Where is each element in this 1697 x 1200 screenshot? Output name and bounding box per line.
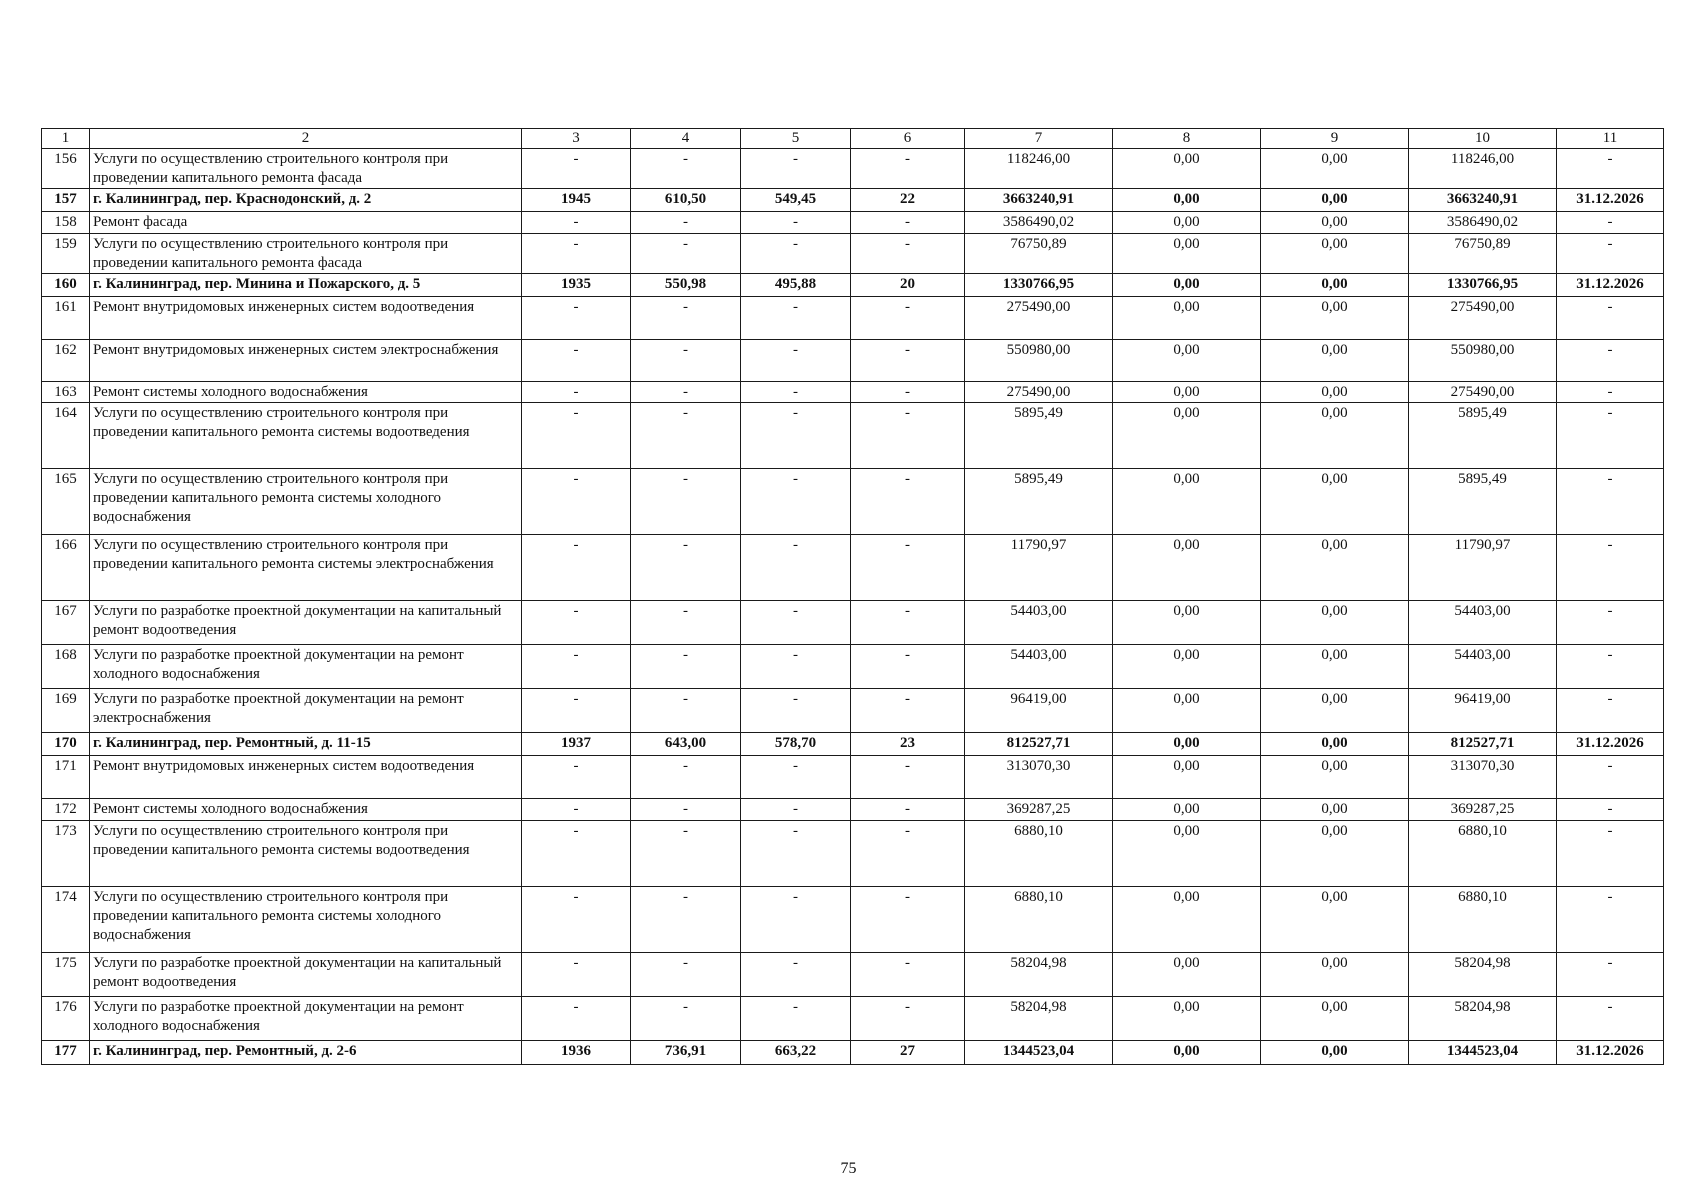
- table-row: [42, 601, 1664, 645]
- col6-cell: 23: [851, 733, 965, 756]
- col6-cell: -: [851, 799, 965, 821]
- col-header-6: 6: [851, 129, 965, 149]
- col11-cell: -: [1557, 212, 1664, 234]
- col8-cell: 0,00: [1113, 756, 1261, 799]
- col10-cell: 5895,49: [1409, 469, 1557, 535]
- table-row: [42, 234, 1664, 274]
- row-number: 175: [42, 953, 90, 997]
- table-row: [42, 887, 1664, 953]
- row-description: Услуги по разработке проектной документации на капитальный ремонт водоотведения: [90, 953, 522, 997]
- col5-cell: -: [741, 403, 851, 469]
- col7-cell: 54403,00: [965, 645, 1113, 689]
- col4-cell: 550,98: [631, 274, 741, 297]
- col5-cell: 549,45: [741, 189, 851, 212]
- col-header-7: 7: [965, 129, 1113, 149]
- col4-cell: -: [631, 212, 741, 234]
- row-description: г. Калининград, пер. Минина и Пожарского, д. 5: [90, 274, 522, 297]
- header-row: [42, 129, 1664, 149]
- works-table: [41, 128, 1664, 1065]
- row-description: Ремонт внутридомовых инженерных систем водоотведения: [90, 756, 522, 799]
- row-number: 164: [42, 403, 90, 469]
- col11-cell: 31.12.2026: [1557, 733, 1664, 756]
- col8-cell: 0,00: [1113, 189, 1261, 212]
- col7-cell: 550980,00: [965, 340, 1113, 382]
- col11-cell: -: [1557, 149, 1664, 189]
- col11-cell: -: [1557, 601, 1664, 645]
- row-description: Услуги по разработке проектной документации на капитальный ремонт водоотведения: [90, 601, 522, 645]
- col8-cell: 0,00: [1113, 821, 1261, 887]
- row-description: г. Калининград, пер. Краснодонский, д. 2: [90, 189, 522, 212]
- col6-cell: 27: [851, 1041, 965, 1065]
- col4-cell: -: [631, 403, 741, 469]
- row-number: 157: [42, 189, 90, 212]
- col10-cell: 58204,98: [1409, 953, 1557, 997]
- col3-cell: -: [522, 756, 631, 799]
- address-row: [42, 733, 1664, 756]
- col5-cell: -: [741, 756, 851, 799]
- col-header-11: 11: [1557, 129, 1664, 149]
- col10-cell: 275490,00: [1409, 297, 1557, 340]
- col3-cell: -: [522, 469, 631, 535]
- col9-cell: 0,00: [1261, 799, 1409, 821]
- col5-cell: 663,22: [741, 1041, 851, 1065]
- col10-cell: 54403,00: [1409, 645, 1557, 689]
- row-description: Ремонт внутридомовых инженерных систем водоотведения: [90, 297, 522, 340]
- col3-cell: -: [522, 212, 631, 234]
- col5-cell: -: [741, 799, 851, 821]
- table-body: [42, 149, 1664, 1065]
- col5-cell: 578,70: [741, 733, 851, 756]
- col10-cell: 54403,00: [1409, 601, 1557, 645]
- col10-cell: 58204,98: [1409, 997, 1557, 1041]
- col-header-3: 3: [522, 129, 631, 149]
- table-row: [42, 469, 1664, 535]
- col10-cell: 3663240,91: [1409, 189, 1557, 212]
- col9-cell: 0,00: [1261, 645, 1409, 689]
- col4-cell: -: [631, 382, 741, 403]
- col8-cell: 0,00: [1113, 274, 1261, 297]
- col8-cell: 0,00: [1113, 297, 1261, 340]
- col11-cell: -: [1557, 403, 1664, 469]
- col11-cell: -: [1557, 469, 1664, 535]
- col10-cell: 6880,10: [1409, 821, 1557, 887]
- table-row: [42, 403, 1664, 469]
- col4-cell: -: [631, 821, 741, 887]
- col9-cell: 0,00: [1261, 953, 1409, 997]
- col4-cell: 643,00: [631, 733, 741, 756]
- col9-cell: 0,00: [1261, 887, 1409, 953]
- col5-cell: -: [741, 645, 851, 689]
- row-number: 165: [42, 469, 90, 535]
- col5-cell: -: [741, 382, 851, 403]
- row-description: Услуги по осуществлению строительного контроля при проведении капитального ремонта системы холодного водоснабжения: [90, 469, 522, 535]
- col8-cell: 0,00: [1113, 149, 1261, 189]
- col5-cell: -: [741, 212, 851, 234]
- col-header-9: 9: [1261, 129, 1409, 149]
- col7-cell: 58204,98: [965, 953, 1113, 997]
- col3-cell: -: [522, 149, 631, 189]
- col9-cell: 0,00: [1261, 821, 1409, 887]
- col10-cell: 275490,00: [1409, 382, 1557, 403]
- row-description: Услуги по осуществлению строительного контроля при проведении капитального ремонта системы электроснабжения: [90, 535, 522, 601]
- col3-cell: 1935: [522, 274, 631, 297]
- col10-cell: 1344523,04: [1409, 1041, 1557, 1065]
- row-number: 162: [42, 340, 90, 382]
- col11-cell: -: [1557, 887, 1664, 953]
- table-row: [42, 821, 1664, 887]
- col8-cell: 0,00: [1113, 953, 1261, 997]
- col11-cell: -: [1557, 689, 1664, 733]
- col7-cell: 369287,25: [965, 799, 1113, 821]
- row-description: Ремонт внутридомовых инженерных систем электроснабжения: [90, 340, 522, 382]
- col6-cell: -: [851, 887, 965, 953]
- address-row: [42, 1041, 1664, 1065]
- col7-cell: 118246,00: [965, 149, 1113, 189]
- col6-cell: -: [851, 645, 965, 689]
- col10-cell: 96419,00: [1409, 689, 1557, 733]
- col-header-2: 2: [90, 129, 522, 149]
- row-description: Услуги по осуществлению строительного контроля при проведении капитального ремонта системы водоотведения: [90, 403, 522, 469]
- row-description: Услуги по разработке проектной документации на ремонт холодного водоснабжения: [90, 645, 522, 689]
- table-row: [42, 756, 1664, 799]
- col8-cell: 0,00: [1113, 234, 1261, 274]
- col9-cell: 0,00: [1261, 1041, 1409, 1065]
- col-header-10: 10: [1409, 129, 1557, 149]
- col10-cell: 550980,00: [1409, 340, 1557, 382]
- col7-cell: 76750,89: [965, 234, 1113, 274]
- col3-cell: 1945: [522, 189, 631, 212]
- col4-cell: -: [631, 601, 741, 645]
- col8-cell: 0,00: [1113, 997, 1261, 1041]
- col4-cell: -: [631, 645, 741, 689]
- page-number: 75: [840, 1160, 857, 1177]
- col5-cell: -: [741, 469, 851, 535]
- col7-cell: 5895,49: [965, 403, 1113, 469]
- col11-cell: -: [1557, 821, 1664, 887]
- row-description: Услуги по осуществлению строительного контроля при проведении капитального ремонта фасада: [90, 149, 522, 189]
- col6-cell: -: [851, 821, 965, 887]
- col11-cell: -: [1557, 382, 1664, 403]
- col9-cell: 0,00: [1261, 189, 1409, 212]
- col6-cell: -: [851, 340, 965, 382]
- col8-cell: 0,00: [1113, 887, 1261, 953]
- row-description: Услуги по разработке проектной документации на ремонт холодного водоснабжения: [90, 997, 522, 1041]
- col10-cell: 5895,49: [1409, 403, 1557, 469]
- col6-cell: -: [851, 756, 965, 799]
- col3-cell: -: [522, 601, 631, 645]
- col9-cell: 0,00: [1261, 340, 1409, 382]
- col8-cell: 0,00: [1113, 535, 1261, 601]
- col10-cell: 3586490,02: [1409, 212, 1557, 234]
- row-number: 174: [42, 887, 90, 953]
- col3-cell: -: [522, 689, 631, 733]
- col6-cell: 20: [851, 274, 965, 297]
- col8-cell: 0,00: [1113, 689, 1261, 733]
- col3-cell: -: [522, 799, 631, 821]
- row-number: 167: [42, 601, 90, 645]
- col7-cell: 11790,97: [965, 535, 1113, 601]
- col4-cell: -: [631, 997, 741, 1041]
- col4-cell: -: [631, 535, 741, 601]
- col7-cell: 812527,71: [965, 733, 1113, 756]
- col9-cell: 0,00: [1261, 212, 1409, 234]
- row-description: г. Калининград, пер. Ремонтный, д. 2-6: [90, 1041, 522, 1065]
- col7-cell: 6880,10: [965, 821, 1113, 887]
- row-number: 172: [42, 799, 90, 821]
- table-row: [42, 149, 1664, 189]
- col9-cell: 0,00: [1261, 469, 1409, 535]
- row-description: Услуги по осуществлению строительного контроля при проведении капитального ремонта фасада: [90, 234, 522, 274]
- col3-cell: -: [522, 382, 631, 403]
- col9-cell: 0,00: [1261, 535, 1409, 601]
- col10-cell: 812527,71: [1409, 733, 1557, 756]
- col4-cell: -: [631, 953, 741, 997]
- col5-cell: -: [741, 689, 851, 733]
- col7-cell: 275490,00: [965, 382, 1113, 403]
- col8-cell: 0,00: [1113, 403, 1261, 469]
- col8-cell: 0,00: [1113, 1041, 1261, 1065]
- row-number: 161: [42, 297, 90, 340]
- col10-cell: 1330766,95: [1409, 274, 1557, 297]
- col-header-5: 5: [741, 129, 851, 149]
- col8-cell: 0,00: [1113, 469, 1261, 535]
- col5-cell: -: [741, 997, 851, 1041]
- col9-cell: 0,00: [1261, 149, 1409, 189]
- row-description: г. Калининград, пер. Ремонтный, д. 11-15: [90, 733, 522, 756]
- col3-cell: -: [522, 340, 631, 382]
- col5-cell: -: [741, 953, 851, 997]
- col7-cell: 96419,00: [965, 689, 1113, 733]
- table-row: [42, 997, 1664, 1041]
- col11-cell: -: [1557, 997, 1664, 1041]
- col9-cell: 0,00: [1261, 733, 1409, 756]
- col10-cell: 11790,97: [1409, 535, 1557, 601]
- col11-cell: 31.12.2026: [1557, 274, 1664, 297]
- col8-cell: 0,00: [1113, 645, 1261, 689]
- table-row: [42, 340, 1664, 382]
- col4-cell: -: [631, 799, 741, 821]
- col4-cell: -: [631, 234, 741, 274]
- col6-cell: -: [851, 997, 965, 1041]
- col6-cell: 22: [851, 189, 965, 212]
- row-number: 169: [42, 689, 90, 733]
- col3-cell: -: [522, 887, 631, 953]
- table-row: [42, 953, 1664, 997]
- col6-cell: -: [851, 297, 965, 340]
- col11-cell: -: [1557, 645, 1664, 689]
- col9-cell: 0,00: [1261, 997, 1409, 1041]
- col11-cell: -: [1557, 756, 1664, 799]
- col5-cell: -: [741, 234, 851, 274]
- col-header-4: 4: [631, 129, 741, 149]
- col8-cell: 0,00: [1113, 733, 1261, 756]
- col6-cell: -: [851, 953, 965, 997]
- col11-cell: -: [1557, 234, 1664, 274]
- col3-cell: 1936: [522, 1041, 631, 1065]
- col-header-1: 1: [42, 129, 90, 149]
- col11-cell: 31.12.2026: [1557, 1041, 1664, 1065]
- col4-cell: -: [631, 297, 741, 340]
- address-row: [42, 274, 1664, 297]
- col8-cell: 0,00: [1113, 212, 1261, 234]
- col10-cell: 369287,25: [1409, 799, 1557, 821]
- col11-cell: -: [1557, 297, 1664, 340]
- row-number: 158: [42, 212, 90, 234]
- col8-cell: 0,00: [1113, 799, 1261, 821]
- col5-cell: -: [741, 535, 851, 601]
- col10-cell: 6880,10: [1409, 887, 1557, 953]
- col5-cell: -: [741, 149, 851, 189]
- col7-cell: 1344523,04: [965, 1041, 1113, 1065]
- col11-cell: -: [1557, 953, 1664, 997]
- col5-cell: -: [741, 887, 851, 953]
- table-header: [42, 129, 1664, 149]
- col7-cell: 275490,00: [965, 297, 1113, 340]
- table-row: [42, 382, 1664, 403]
- col3-cell: -: [522, 953, 631, 997]
- col5-cell: -: [741, 340, 851, 382]
- table-row: [42, 297, 1664, 340]
- row-number: 168: [42, 645, 90, 689]
- col7-cell: 5895,49: [965, 469, 1113, 535]
- col9-cell: 0,00: [1261, 234, 1409, 274]
- col4-cell: 736,91: [631, 1041, 741, 1065]
- col6-cell: -: [851, 535, 965, 601]
- col7-cell: 58204,98: [965, 997, 1113, 1041]
- row-number: 159: [42, 234, 90, 274]
- col4-cell: -: [631, 469, 741, 535]
- row-description: Ремонт системы холодного водоснабжения: [90, 382, 522, 403]
- col4-cell: -: [631, 887, 741, 953]
- col7-cell: 3586490,02: [965, 212, 1113, 234]
- col3-cell: 1937: [522, 733, 631, 756]
- col7-cell: 1330766,95: [965, 274, 1113, 297]
- row-description: Услуги по осуществлению строительного контроля при проведении капитального ремонта системы холодного водоснабжения: [90, 887, 522, 953]
- col4-cell: 610,50: [631, 189, 741, 212]
- col3-cell: -: [522, 403, 631, 469]
- table-row: [42, 645, 1664, 689]
- col6-cell: -: [851, 403, 965, 469]
- col11-cell: -: [1557, 535, 1664, 601]
- col6-cell: -: [851, 149, 965, 189]
- row-description: Услуги по осуществлению строительного контроля при проведении капитального ремонта системы водоотведения: [90, 821, 522, 887]
- row-number: 171: [42, 756, 90, 799]
- table-row: [42, 689, 1664, 733]
- col5-cell: -: [741, 821, 851, 887]
- row-number: 176: [42, 997, 90, 1041]
- col3-cell: -: [522, 297, 631, 340]
- col9-cell: 0,00: [1261, 274, 1409, 297]
- col7-cell: 54403,00: [965, 601, 1113, 645]
- row-description: Ремонт системы холодного водоснабжения: [90, 799, 522, 821]
- col9-cell: 0,00: [1261, 689, 1409, 733]
- col3-cell: -: [522, 535, 631, 601]
- col4-cell: -: [631, 756, 741, 799]
- col8-cell: 0,00: [1113, 340, 1261, 382]
- col11-cell: -: [1557, 799, 1664, 821]
- row-number: 160: [42, 274, 90, 297]
- col6-cell: -: [851, 689, 965, 733]
- col8-cell: 0,00: [1113, 382, 1261, 403]
- col9-cell: 0,00: [1261, 403, 1409, 469]
- col9-cell: 0,00: [1261, 297, 1409, 340]
- col3-cell: -: [522, 821, 631, 887]
- col5-cell: 495,88: [741, 274, 851, 297]
- table-row: [42, 212, 1664, 234]
- col6-cell: -: [851, 234, 965, 274]
- col10-cell: 313070,30: [1409, 756, 1557, 799]
- col11-cell: -: [1557, 340, 1664, 382]
- col7-cell: 6880,10: [965, 887, 1113, 953]
- col4-cell: -: [631, 149, 741, 189]
- col6-cell: -: [851, 212, 965, 234]
- row-number: 156: [42, 149, 90, 189]
- col9-cell: 0,00: [1261, 382, 1409, 403]
- col6-cell: -: [851, 601, 965, 645]
- col6-cell: -: [851, 382, 965, 403]
- col9-cell: 0,00: [1261, 601, 1409, 645]
- col7-cell: 3663240,91: [965, 189, 1113, 212]
- col-header-8: 8: [1113, 129, 1261, 149]
- row-number: 173: [42, 821, 90, 887]
- row-description: Ремонт фасада: [90, 212, 522, 234]
- table-row: [42, 799, 1664, 821]
- row-description: Услуги по разработке проектной документации на ремонт электроснабжения: [90, 689, 522, 733]
- table-row: [42, 535, 1664, 601]
- col5-cell: -: [741, 297, 851, 340]
- row-number: 177: [42, 1041, 90, 1065]
- col3-cell: -: [522, 234, 631, 274]
- col11-cell: 31.12.2026: [1557, 189, 1664, 212]
- col10-cell: 118246,00: [1409, 149, 1557, 189]
- col8-cell: 0,00: [1113, 601, 1261, 645]
- col5-cell: -: [741, 601, 851, 645]
- col4-cell: -: [631, 689, 741, 733]
- col3-cell: -: [522, 645, 631, 689]
- col6-cell: -: [851, 469, 965, 535]
- col7-cell: 313070,30: [965, 756, 1113, 799]
- col4-cell: -: [631, 340, 741, 382]
- col9-cell: 0,00: [1261, 756, 1409, 799]
- row-number: 170: [42, 733, 90, 756]
- row-number: 163: [42, 382, 90, 403]
- address-row: [42, 189, 1664, 212]
- col3-cell: -: [522, 997, 631, 1041]
- row-number: 166: [42, 535, 90, 601]
- col10-cell: 76750,89: [1409, 234, 1557, 274]
